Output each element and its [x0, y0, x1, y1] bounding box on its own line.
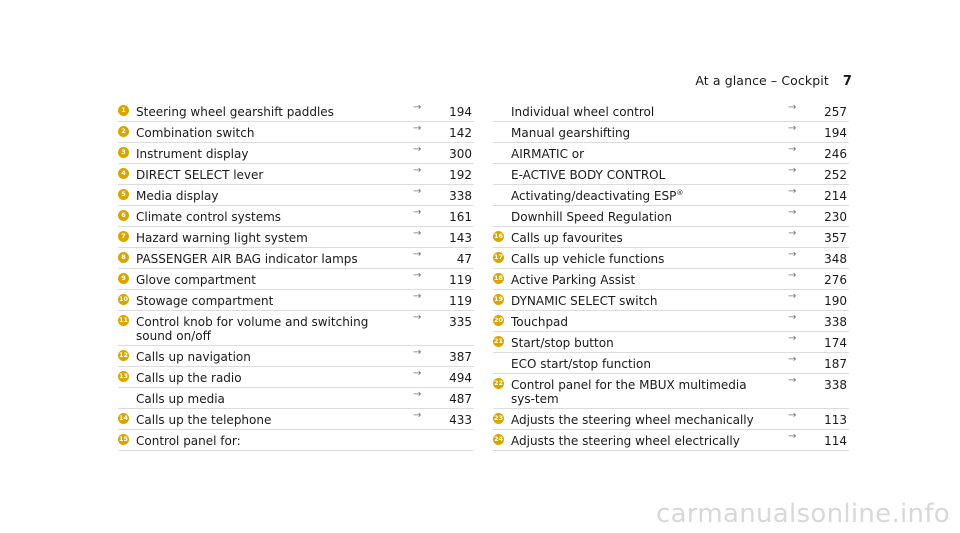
item-label: Downhill Speed Regulation [511, 210, 672, 224]
item-label: Calls up media [136, 392, 225, 406]
index-row [493, 430, 849, 451]
item-number-badge: 7 [118, 231, 129, 242]
page-reference[interactable]: 161 [449, 210, 472, 224]
item-number-badge: 2 [118, 126, 129, 137]
item-label: Touchpad [511, 315, 569, 329]
item-number-badge: 24 [493, 435, 504, 443]
arrow-right-icon: → [413, 389, 422, 400]
index-row [493, 269, 849, 290]
page-reference[interactable]: 194 [824, 126, 847, 140]
item-label: Steering wheel gearshift paddles [136, 105, 334, 119]
item-label: Activating/deactivating ESP® [511, 189, 684, 203]
item-label: Hazard warning light system [136, 231, 308, 245]
section-title: At a glance – Cockpit [695, 73, 829, 88]
item-number-badge: 5 [118, 189, 129, 200]
index-row [118, 388, 474, 409]
arrow-right-icon: → [413, 368, 422, 379]
index-row [493, 374, 849, 409]
index-row [118, 430, 474, 451]
page-number: 7 [842, 74, 852, 89]
item-number-badge: 23 [493, 414, 504, 422]
page-reference[interactable]: 119 [449, 273, 472, 287]
index-row [493, 122, 849, 143]
arrow-right-icon: → [788, 102, 797, 113]
arrow-right-icon: → [788, 144, 797, 155]
index-row [118, 409, 474, 430]
page-reference[interactable]: 338 [824, 315, 847, 329]
page-reference[interactable]: 194 [449, 105, 472, 119]
index-row [493, 353, 849, 374]
arrow-right-icon: → [413, 186, 422, 197]
item-label: E-ACTIVE BODY CONTROL [511, 168, 666, 182]
item-label: DIRECT SELECT lever [136, 168, 264, 182]
page-reference[interactable]: 143 [449, 231, 472, 245]
index-row [118, 311, 474, 346]
item-label: Active Parking Assist [511, 273, 636, 287]
arrow-right-icon: → [788, 228, 797, 239]
item-number-badge: 13 [118, 372, 129, 380]
item-label: AIRMATIC or [511, 147, 585, 161]
arrow-right-icon: → [788, 333, 797, 344]
item-label: Control knob for volume and switching sound on/off [136, 315, 369, 343]
item-label: Adjusts the steering wheel mechanically [511, 413, 754, 427]
arrow-right-icon: → [788, 312, 797, 323]
index-row [493, 185, 849, 206]
index-row [493, 164, 849, 185]
arrow-right-icon: → [788, 270, 797, 281]
item-label: Manual gearshifting [511, 126, 631, 140]
item-label: Calls up vehicle functions [511, 252, 665, 266]
arrow-right-icon: → [413, 291, 422, 302]
page-reference[interactable]: 257 [824, 105, 847, 119]
item-number-badge: 17 [493, 253, 504, 261]
index-row [493, 101, 849, 122]
arrow-right-icon: → [788, 410, 797, 421]
index-row [493, 143, 849, 164]
page-reference[interactable]: 348 [824, 252, 847, 266]
page-reference[interactable]: 487 [449, 392, 472, 406]
page-reference[interactable]: 300 [449, 147, 472, 161]
item-label: Adjusts the steering wheel electrically [511, 434, 740, 448]
item-number-badge: 1 [118, 105, 129, 116]
page-reference[interactable]: 494 [449, 371, 472, 385]
page-reference[interactable]: 387 [449, 350, 472, 364]
page-reference[interactable]: 47 [456, 252, 472, 266]
index-row [118, 248, 474, 269]
item-label: Stowage compartment [136, 294, 274, 308]
index-row [118, 290, 474, 311]
index-row [118, 143, 474, 164]
item-label: Combination switch [136, 126, 255, 140]
index-row [118, 346, 474, 367]
page-reference[interactable]: 174 [824, 336, 847, 350]
page-reference[interactable]: 252 [824, 168, 847, 182]
page-reference[interactable]: 192 [449, 168, 472, 182]
right-index-column [493, 101, 849, 451]
arrow-right-icon: → [413, 347, 422, 358]
item-number-badge: 3 [118, 147, 129, 158]
item-number-badge: 14 [118, 414, 129, 422]
index-row [118, 185, 474, 206]
arrow-right-icon: → [788, 165, 797, 176]
index-row [493, 311, 849, 332]
arrow-right-icon: → [413, 207, 422, 218]
arrow-right-icon: → [413, 249, 422, 260]
page-reference[interactable]: 338 [449, 189, 472, 203]
item-label: Glove compartment [136, 273, 256, 287]
page-header [695, 73, 852, 89]
item-label: Calls up the telephone [136, 413, 272, 427]
item-label: DYNAMIC SELECT switch [511, 294, 658, 308]
item-number-badge: 16 [493, 232, 504, 240]
index-row [118, 101, 474, 122]
item-label: Climate control systems [136, 210, 282, 224]
index-row [493, 206, 849, 227]
item-number-badge: 4 [118, 168, 129, 179]
index-row [493, 227, 849, 248]
arrow-right-icon: → [413, 228, 422, 239]
item-label: Control panel for the MBUX multimedia sys-tem [511, 378, 747, 406]
page-reference[interactable]: 230 [824, 210, 847, 224]
arrow-right-icon: → [413, 165, 422, 176]
page-reference[interactable]: 335 [449, 315, 472, 329]
index-row [118, 227, 474, 248]
page-reference[interactable]: 357 [824, 231, 847, 245]
arrow-right-icon: → [413, 270, 422, 281]
index-row [493, 290, 849, 311]
item-label: Media display [136, 189, 219, 203]
item-label: PASSENGER AIR BAG indicator lamps [136, 252, 358, 266]
page-reference[interactable]: 142 [449, 126, 472, 140]
page-reference[interactable]: 433 [449, 413, 472, 427]
index-row [118, 269, 474, 290]
item-label: Instrument display [136, 147, 249, 161]
item-number-badge: 22 [493, 379, 504, 387]
item-number-badge: 8 [118, 252, 129, 263]
arrow-right-icon: → [788, 375, 797, 386]
item-number-badge: 21 [493, 337, 504, 345]
item-number-badge: 9 [118, 273, 129, 284]
index-row [493, 248, 849, 269]
item-label: ECO start/stop function [511, 357, 651, 371]
arrow-right-icon: → [413, 123, 422, 134]
page-reference[interactable]: 119 [449, 294, 472, 308]
arrow-right-icon: → [788, 249, 797, 260]
arrow-right-icon: → [788, 354, 797, 365]
page-reference[interactable]: 187 [824, 357, 847, 371]
item-number-badge: 19 [493, 295, 504, 303]
arrow-right-icon: → [413, 102, 422, 113]
index-row [118, 206, 474, 227]
item-number-badge: 6 [118, 210, 129, 221]
page-reference[interactable]: 276 [824, 273, 847, 287]
item-number-badge: 18 [493, 274, 504, 282]
left-index-column [118, 101, 474, 451]
index-row [118, 367, 474, 388]
arrow-right-icon: → [413, 312, 422, 323]
arrow-right-icon: → [788, 207, 797, 218]
watermark: carmanualsonline.info [655, 499, 950, 529]
index-row [493, 332, 849, 353]
item-number-badge: 15 [118, 435, 129, 443]
arrow-right-icon: → [788, 186, 797, 197]
item-number-badge: 11 [118, 316, 129, 324]
arrow-right-icon: → [413, 410, 422, 421]
arrow-right-icon: → [788, 123, 797, 134]
arrow-right-icon: → [413, 144, 422, 155]
item-label: Start/stop button [511, 336, 614, 350]
page-reference[interactable]: 113 [824, 413, 847, 427]
item-label: Individual wheel control [511, 105, 655, 119]
index-row [118, 164, 474, 185]
arrow-right-icon: → [788, 291, 797, 302]
item-label: Control panel for: [136, 434, 241, 448]
index-row [493, 409, 849, 430]
arrow-right-icon: → [788, 431, 797, 442]
page-reference[interactable]: 246 [824, 147, 847, 161]
registered-mark: ® [676, 189, 684, 197]
item-number-badge: 12 [118, 351, 129, 359]
item-number-badge: 10 [118, 295, 129, 303]
page-reference[interactable]: 190 [824, 294, 847, 308]
page-reference[interactable]: 214 [824, 189, 847, 203]
page-reference[interactable]: 338 [824, 378, 847, 392]
item-number-badge: 20 [493, 316, 504, 324]
page-reference[interactable]: 114 [824, 434, 847, 448]
item-label: Calls up favourites [511, 231, 623, 245]
item-label: Calls up navigation [136, 350, 251, 364]
index-row [118, 122, 474, 143]
item-label: Calls up the radio [136, 371, 242, 385]
